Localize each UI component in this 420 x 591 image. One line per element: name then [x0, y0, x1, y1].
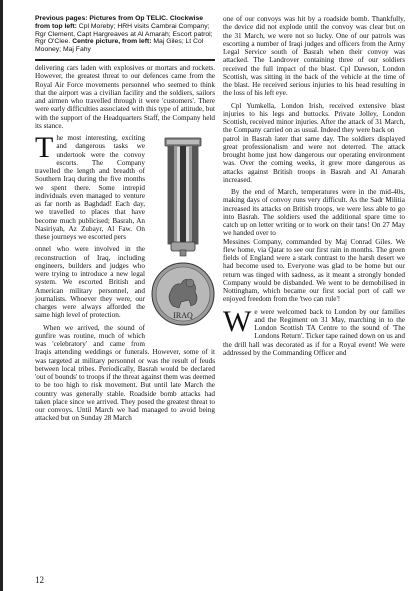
caption-centre-label: Centre picture, from left:	[72, 38, 152, 46]
caption-clockwise-text: Cpl Moreby; HRH visits Cambrai Company; Rgr Clement, Capt Hargreaves at Al Amarah; Escort patrol; Rgr O'Clee.	[35, 22, 213, 46]
caption-prev-label: Previous pages: Pictures from Op TELIC.	[35, 15, 168, 22]
dropcap-w: W	[223, 304, 252, 338]
left-paragraph-2: he most interesting, exciting and dangerous tasks we undertook were the convoy escorts. The Company travelled the length and breadth of Southern Iraq during the five months we spent there. Some intrepid individuals even managed to venture as far north as Baghdad! Each day, we travelled to places that have become much publicised; Basrah, An Nasiriyah, Az Zubayr, Al Faw. On these journeys we escorted pers	[35, 134, 145, 241]
right-paragraph-2b: patrol in Basrah later that same day. The soldiers displayed great professionalism and were not deterred. The attack brought home just how dangerous our operating environment was. Over the coming weeks, it grew more dangerous as attacks against British troops in Basrah and Al Amarah increased.	[223, 134, 405, 184]
right-column	[223, 15, 405, 569]
caption-rule	[35, 59, 215, 61]
left-paragraph-1: delivering cars laden with explosives or mortars and rockets. However, the greatest threat to our defences came from the Royal Air Force movements personnel who seemed to think that the airport was a civilian facility and the soldiers, sailors and airmen who travelled through it were 'customers'. There were early difficulties associated with this type of attitude, but with the support of the Headquarters Staff, the Company held its stance.	[35, 64, 215, 130]
left-paragraph-3: onnel who were involved in the reconstruction of Iraq, including engineers, builders and judges who were trying to introduce a new legal system. We escorted British and American military personnel, and journalists. Whoever they were, our charges were always afforded the same high level of protection.	[35, 245, 145, 320]
right-paragraph-3b: Messines Company, commanded by Maj Conrad Giles. We flew home, via Qatar to see our first rain in months. The green fields of England were a stark contrast to the harsh desert we had become used to. Everyone was glad to be home but our return was tinged with sadness, as it meant a strongly bonded Company would be disbanded. We went to be demobilised in Nottingham, which became our first social port of call we enjoyed freedom from the 'two can rule'!	[223, 237, 405, 304]
right-paragraph-3a: By the end of March, temperatures were in the mid-40s, making days of convoy runs very difficult. As the Sadr Militia increased its attacks on British troops, we were less able to go into Basrah. The soldiers used the additional spare time to catch up on letter writing or to work on their tans! On 27 May we handed over to	[223, 188, 405, 238]
right-paragraph-1: one of our convoys was hit by a roadside bomb. Thankfully, the device did not explode until the convoy was clear but on the 31 March, we were not so lucky. One of our patrols was escorting a number of Iraqi judges and officers from the Army Legal Service south of Basrah when their convoy was attacked. The Landrover containing three of our soldiers received the full impact of the blast. Cpl Dawson, London Scottish, was sitting in the back of the vehicle at the time of the blast. He received serious injuries to his head resulting in the loss of his left eye.	[223, 15, 405, 98]
left-column	[35, 64, 215, 569]
caption-clockwise-label: Clockwise from top left:	[35, 15, 204, 30]
right-paragraph-2a: Cpl Yumkella, London Irish, received extensive blast injuries to his legs and buttocks. Private Jolley, London Scottish, received minor injuries. After the attack of 31 March, the Company carried on as usual. Indeed they were back on	[223, 101, 405, 135]
left-paragraph-4: When we arrived, the sound of gunfire was routine, much of which was 'celebratory' and came from Iraqis attending weddings or funerals. However, some of it was targeted at military personnel or was the result of feuds between local tribes. Periodically, Basrah would be declared 'out of bounds' to troops if the threat against them was deemed to be too high to risk movement. But until late March the country was generally stable. Roadside bomb attacks had taken place since we arrived. They posed the greatest threat to our convoys. Until March we had managed to avoid being attacked but on Sunday 28 March	[35, 323, 215, 423]
photo-caption	[35, 15, 215, 61]
dropcap-t: T	[35, 131, 54, 164]
medal-illustration	[151, 136, 215, 342]
caption-centre-text: Maj Giles; Lt Col Mooney; Maj Fahy	[35, 38, 204, 54]
right-paragraph-4: e were welcomed back to London by our families and the Regiment on 31 May, marching in to the London Scottish TA Centre to the sound of 'The Londons Return'. Ticker tape rained down on us and the drill hall was decorated as if for a Royal event! We were addressed by the Commanding Officer and	[223, 307, 405, 357]
page-number: 12	[35, 575, 44, 585]
medal-inscription: IRAQ	[173, 311, 193, 320]
medal-image	[151, 136, 215, 342]
